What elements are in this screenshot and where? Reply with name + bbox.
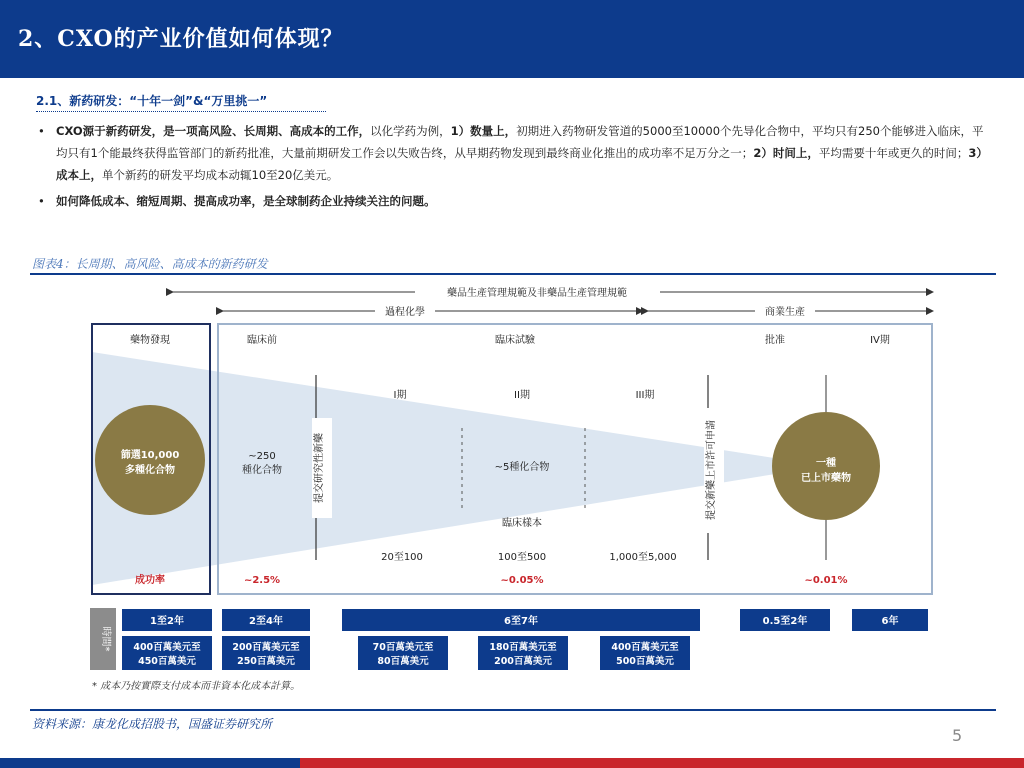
cost-footnote: * 成本乃按實際支付成本而非資本化成本計算。	[92, 681, 301, 692]
preclinical-compounds: 種化合物	[242, 465, 282, 476]
success-rate-clinical: ~0.05%	[500, 575, 544, 586]
source-rule	[30, 709, 996, 711]
phase3-samples: 1,000至5,000	[609, 552, 677, 563]
clinical-label: 臨床試驗	[495, 335, 535, 346]
time-preclinical: 2至4年	[249, 616, 283, 627]
bullet-bold-text: 如何降低成本、缩短周期、提高成功率，是全球制药企业持续关注的问题。	[56, 194, 436, 208]
cost-phase2-2: 200百萬美元	[494, 656, 552, 667]
preclinical-count: ~250	[248, 451, 276, 462]
cost-phase2-1: 180百萬美元至	[489, 642, 557, 653]
screening-text-2: 多種化合物	[125, 465, 175, 476]
footer-bar-blue	[0, 758, 300, 768]
phase2-samples: 100至500	[497, 552, 547, 563]
bullet-text: 单个新药的研发平均成本动辄10至20亿美元。	[102, 168, 339, 182]
approval-label: 批准	[765, 335, 785, 346]
page-title: 2、CXO的产业价值如何体现？	[18, 26, 344, 52]
bullet-bold-text: 2）时间上，	[753, 146, 819, 160]
time-label: 時間*	[100, 626, 111, 652]
ind-vertical-label: 提交研究性新藥	[314, 433, 325, 503]
process-chem-label: 過程化學	[385, 307, 425, 318]
marketed-text-2: 已上市藥物	[801, 473, 851, 484]
gmp-label: 藥品生產管理規範及非藥品生產管理規範	[447, 288, 627, 299]
clinical-samples-label: 臨床樣本	[502, 518, 542, 529]
cost-discovery-1: 400百萬美元至	[133, 642, 201, 653]
cost-phase3-2: 500百萬美元	[616, 656, 674, 667]
time-discovery: 1至2年	[150, 616, 184, 627]
bullet-text: 以化学药为例，	[370, 124, 451, 138]
bullet-text: 初期进入药物研发管道的5000至10000个先导化合物中，平均只有250个能够进入临床，平均只有1个能最终获得监管部门的新药批准，大量前期研发工作会以失败告终，从早期药物发现到最终商业化推出的成功率不足万分之一；	[56, 124, 984, 160]
bullet-text: 平均需要十年或更久的时间；	[818, 146, 969, 160]
cost-preclinical-1: 200百萬美元至	[232, 642, 300, 653]
drug-discovery-label: 藥物發現	[130, 335, 170, 346]
phase3-label: III期	[635, 390, 655, 401]
page-number: 5	[952, 726, 963, 745]
screening-text-1: 篩選10,000	[120, 450, 180, 461]
phase1-label: I期	[393, 390, 407, 401]
commercial-label: 商業生產	[765, 307, 805, 318]
phase2-label: II期	[514, 390, 530, 401]
bullet-bold-text: CXO源于新药研发，是一项高风险、长周期、高成本的工作，	[56, 124, 371, 138]
time-approval: 0.5至2年	[762, 616, 808, 627]
bullet-dot-icon: •	[38, 124, 45, 138]
cost-phase3-1: 400百萬美元至	[611, 642, 679, 653]
preclinical-label: 臨床前	[247, 335, 277, 346]
bullet-bold-text: 1）数量上，	[450, 124, 517, 138]
phase4-label: IV期	[870, 335, 890, 346]
success-rate-preclinical: ~2.5%	[243, 575, 281, 586]
success-rate-label: 成功率	[135, 575, 165, 586]
success-rate-approval: ~0.01%	[804, 575, 848, 586]
bullet-dot-icon: •	[38, 194, 45, 208]
cost-phase1-2: 80百萬美元	[377, 656, 429, 667]
mid-compounds: ~5種化合物	[494, 462, 550, 473]
marketed-text-1: 一種	[816, 458, 836, 469]
time-clinical: 6至7年	[504, 616, 538, 627]
figure-caption: 图表4：长周期、高风险、高成本的新药研发	[32, 257, 268, 271]
nda-vertical-label: 提交新藥上市許可申請	[706, 420, 717, 520]
cost-discovery-2: 450百萬美元	[138, 656, 196, 667]
bullet-bold-text: 3）成本上，	[56, 146, 983, 182]
time-phase4: 6年	[881, 616, 899, 627]
phase1-samples: 20至100	[381, 552, 423, 563]
cost-preclinical-2: 250百萬美元	[237, 656, 295, 667]
footer-bar-red	[300, 758, 1024, 768]
source-note: 资料来源：康龙化成招股书，国盛证券研究所	[32, 717, 273, 731]
section-title: 2.1、新药研发：“十年一剑”&“万里挑一”	[36, 94, 268, 108]
cost-phase1-1: 70百萬美元至	[372, 642, 434, 653]
